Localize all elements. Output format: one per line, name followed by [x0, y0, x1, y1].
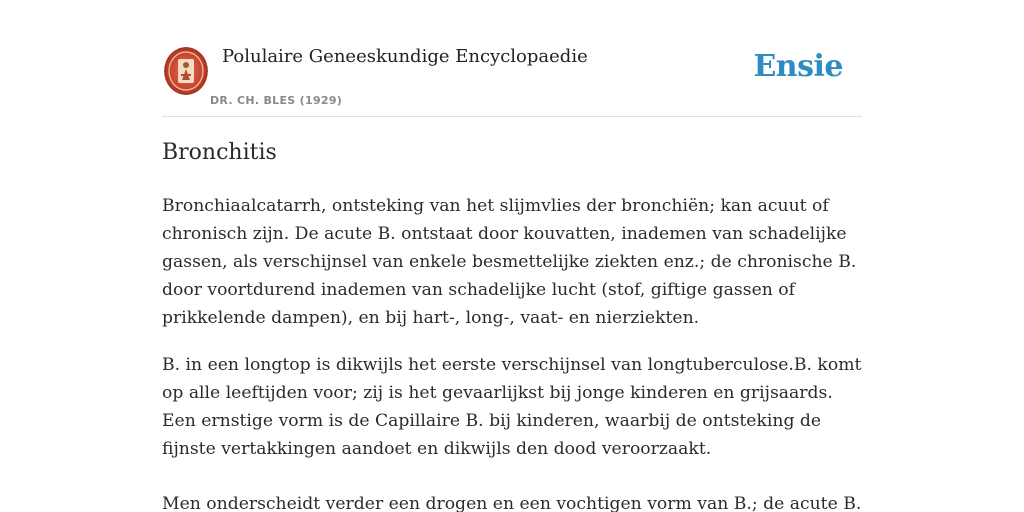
book-cover-emblem-icon[interactable]: [164, 47, 208, 95]
article-body: [162, 192, 862, 512]
article-paragraph: Bronchiaalcatarrh, ontsteking van het slijmvlies der bronchiën; kan acuut of chronisch zijn. De acute B. ontstaat door kouvatten, inademen van schadelijke gassen, als verschijnsel van enkele besmettelijke ziekten enz.; de chronische B. door voortdurend inademen van schadelijke lucht (stof, giftige gassen of prikkelende dampen), en bij hart-, long-, vaat- en nierziekten.: [162, 196, 857, 328]
book-cover-emblem-graphic: [164, 47, 208, 95]
ensie-logo[interactable]: Ensie: [753, 49, 843, 84]
article-paragraph: Men onderscheidt verder een drogen en een vochtigen vorm van B.; de acute B.: [162, 494, 862, 512]
article-title: Bronchitis: [162, 140, 277, 165]
book-title[interactable]: Polulaire Geneeskundige Encyclopaedie: [222, 46, 588, 67]
author-label: DR. CH. BLES (1929): [210, 94, 343, 107]
article-paragraph: B. in een longtop is dikwijls het eerste verschijnsel van longtuberculose.B. komt op alle leeftijden voor; zij is het gevaarlijkst bij jonge kinderen en grijsaards. Een ernstige vorm is de Capillaire B. bij kinderen, waarbij de ontsteking de fijnste vertakkingen aandoet en dikwijls den dood veroorzaakt.: [162, 355, 862, 459]
header: [162, 0, 862, 117]
page: [162, 0, 862, 512]
